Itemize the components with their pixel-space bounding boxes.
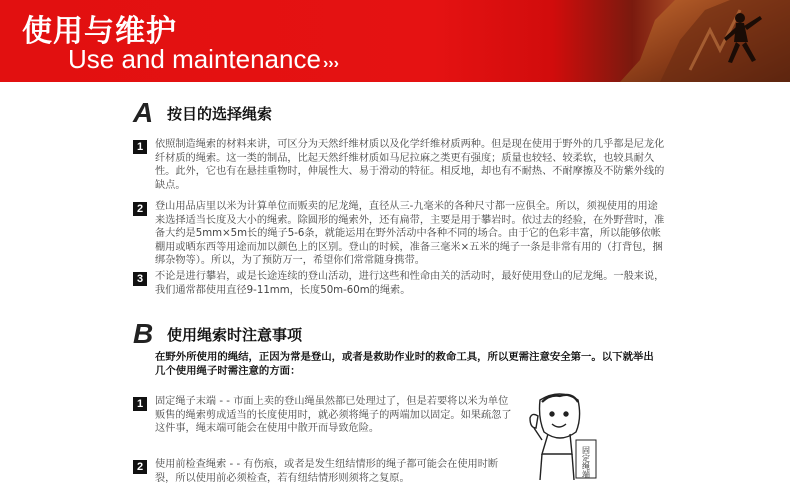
- item-number-badge: 1: [133, 140, 147, 154]
- section-b-item-1-text: 固定绳子末端 - - 市面上卖的登山绳虽然都已处理过了，但是若要将以米为单位贩售的绳索剪成适当的长度使用时，就必须将绳子的两端加以固定。如果疏忽了这件事，绳末端可能会在使用中散开而导致危险。: [155, 396, 512, 435]
- header-banner: [0, 0, 790, 82]
- section-b-intro: 在野外所使用的绳结，正因为常是登山，或者是救助作业时的救命工具，所以更需注意安全第一。以下就举出几个使用绳子时需注意的方面：: [155, 351, 654, 377]
- section-b-item-1: [133, 395, 513, 436]
- section-b-letter: B: [133, 318, 154, 349]
- item-number-badge: 1: [133, 397, 147, 411]
- climber-rock-photo: [620, 0, 790, 82]
- section-a-item-3-text: 不论是进行攀岩，或是长途连续的登山活动，进行这些和性命由关的活动时，最好使用登山的尼龙绳。一般来说，我们通常都使用直径9-11mm，长度50m-60m的绳索。: [155, 271, 665, 296]
- item-number-badge: 3: [133, 272, 147, 286]
- section-a-heading: [133, 97, 272, 129]
- banner-subtitle-text: Use and maintenance: [68, 44, 321, 74]
- section-a-item-2: [133, 200, 668, 268]
- cartoon-illustration: [520, 388, 605, 483]
- section-b-title: 使用绳索时注意事项: [167, 325, 303, 344]
- banner-subtitle: [68, 44, 339, 75]
- item-number-badge: 2: [133, 202, 147, 216]
- section-a-item-3: [133, 270, 668, 297]
- section-a-item-2-text: 登山用品店里以米为计算单位而贩卖的尼龙绳，直径从三-九毫米的各种尺寸都一应俱全。所以，须视使用的用途来选择适当长度及大小的绳索。除圆形的绳索外，还有扁带，主要是用于攀岩时。依过去的经验，在外野营时，准备大约是5mm×5m长的绳子5-6条，就能运用在野外活动中各种不同的场合。由于它的色彩丰富，所以能够依帐棚用或晒东西等用途而加以颜色上的区别。登山的时候，准备三毫米×五米的绳子一条是非常有用的（打背包，捆绑杂物等）。所以，为了预防万一，希望你们常常随身携带。: [155, 201, 665, 267]
- section-b-item-2-text: 使用前检查绳索 - - 有伤痕，或者是发生纽结情形的绳子都可能会在使用时断裂，所以使用前必须检查，若有纽结情形则须将之复原。: [155, 459, 499, 484]
- section-b-heading: [133, 318, 302, 350]
- section-a-item-1: [133, 138, 668, 192]
- section-a-title: 按目的选择绳索: [167, 104, 273, 123]
- section-b-item-2: [133, 458, 513, 485]
- banner-title: 使用与维护: [22, 14, 177, 49]
- cartoon-sign-text: 固定绳端: [581, 446, 591, 478]
- item-number-badge: 2: [133, 460, 147, 474]
- section-a-item-1-text: 依照制造绳索的材料来讲，可区分为天然纤维材质以及化学纤维材质两种。但是现在使用于野外的几乎都是尼龙化纤材质的绳索。这一类的制品，比起天然纤维材质如马尼拉麻之类更有强度；质量也较轻、较柔软，也较具耐久性。此外，它也有在悬挂重物时，伸展性大、易于滑动的特征。相反地，却也有不耐热、不耐摩擦及不防紫外线的缺点。: [155, 139, 665, 191]
- chevrons-icon: ›››: [322, 55, 339, 72]
- section-a-letter: A: [133, 97, 154, 128]
